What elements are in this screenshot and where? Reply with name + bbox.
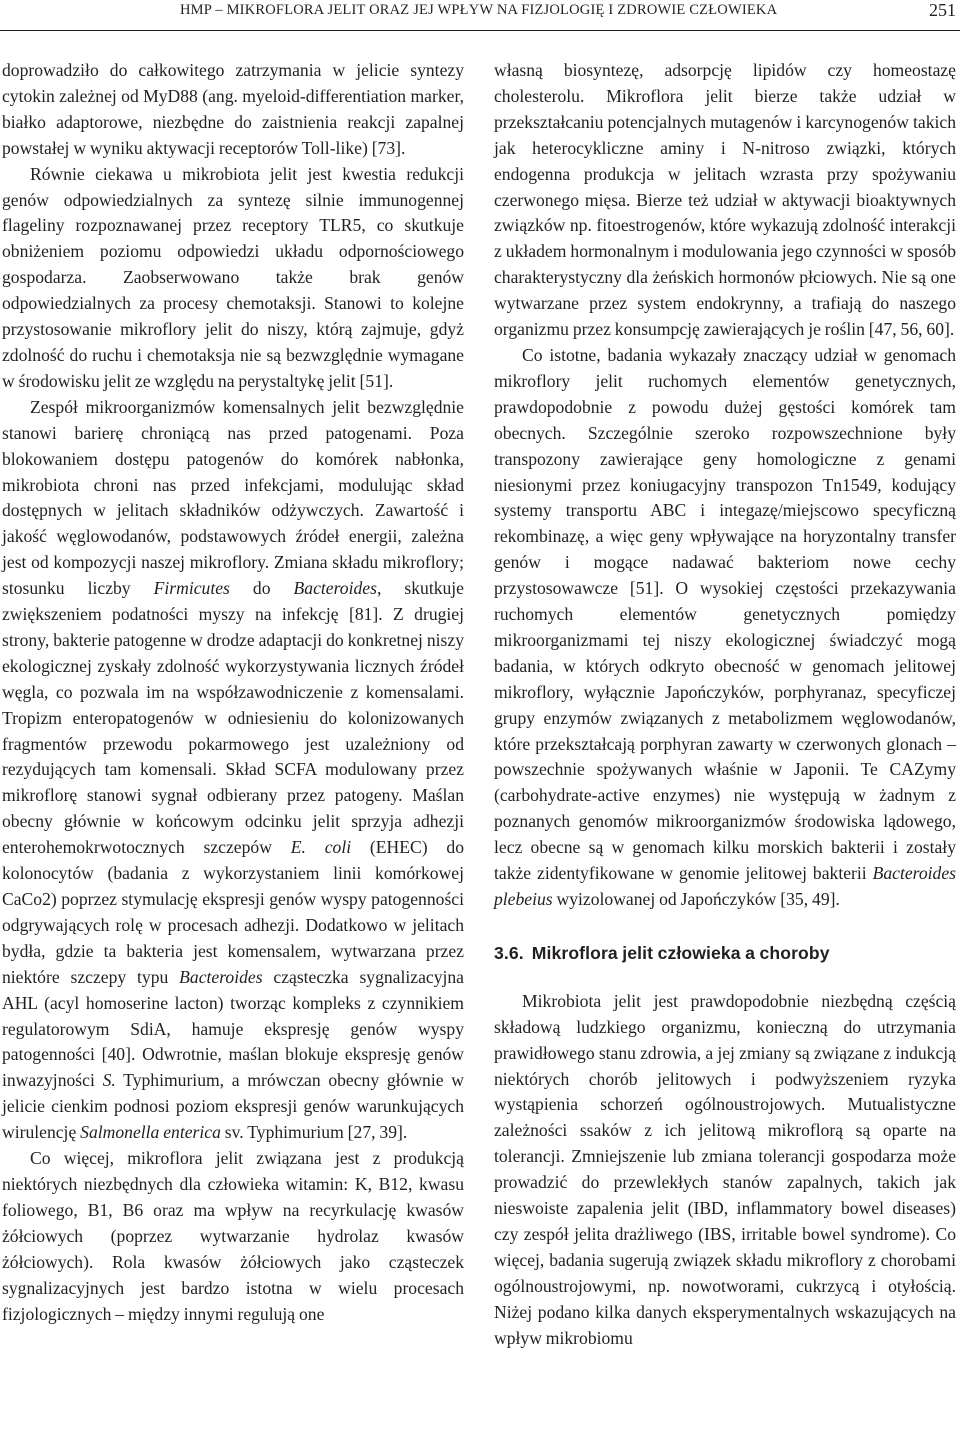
text-run: wyizolowanej od Japończyków [35, 49].: [552, 889, 840, 909]
text-run: Typhimurium, a mrówczan obecny głównie w jelicie cienkim podnosi poziom ekspresji genów warunkujących wirulencję: [2, 1070, 464, 1143]
paragraph-myd88: doprowadziło do całkowitego zatrzymania w jelicie syntezy cytokin zależnej od MyD88 (ang. myeloid-differentiation marker, białko adaptorowe, niezbędne do zaistnienia reakcji zapalnej powstałej w wyniku aktywacji receptorów Toll-like) [73].: [2, 60, 464, 158]
text-run: cząsteczka sygnalizacyjna AHL (acyl homoserine lacton) tworząc kompleks z czynnikiem regulatorowym SdiA, hamuje ekspresję genów wyspy patogenności [40]. Odwrotnie, maślan blokuje ekspresję genów inwazyjności: [2, 966, 464, 1091]
running-title: HMP – MIKROFLORA JELIT ORAZ JEJ WPŁYW NA FIZJOLOGIĘ I ZDROWIE CZŁOWIEKA: [180, 2, 778, 18]
paragraph-flagellin: Równie ciekawa u mikrobiota jelit jest kwestia redukcji genów odpowiedzialnych za syntezę silnie immunogennej flageliny rozpoznawanej przez receptory TLR5, co skutkuje obniżeniem poziomu odpowiedzi układu odpornościowego gospodarza. Zaobserwowano także brak genów odpowiedzialnych za procesy chemotaksji. Stanowi to kolejne przystosowanie mikroflory jelit do niszy, którą zajmuje, gdyż zdolność do ruchu i chemotaksja nie są bezwzględnie wymagane w środowisku jelit ze względu na perystaltykę jelit [51].: [2, 163, 464, 391]
taxon-ecoli: E. coli: [290, 837, 352, 858]
text-run: Zespół mikroorganizmów komensalnych jelit bezwzględnie stanowi barierę chroniącą nas przed patogenami. Poza blokowaniem dostępu patogenów do komórek nabłonka, mikrobiota chroni nas przed infekcjami, modulując skład dostępnych w jelitach składników odżywczych. Zawartość i jakość węglowodanów, podstawowych źródeł energii, zależna jest od kompozycji naszej mikroflory. Zmiana składu mikroflory; stosunku liczby: [2, 396, 464, 599]
taxon-bacteroides: Bacteroides: [179, 966, 263, 987]
taxon-bacteroides: Bacteroides: [293, 578, 377, 599]
taxon-salmonella-enterica: Salmonella enterica: [80, 1122, 221, 1143]
text-run: do: [229, 578, 294, 599]
section-number: 3.6.: [494, 942, 524, 963]
right-column: [494, 58, 956, 1352]
text-run: , skutkuje zwiększeniem podatności myszy na infekcję [81]. Z drugiej strony, bakterie patogenne w drodze adaptacji do konkretnej niszy ekologicznej zyskały zdolność wykorzystywania licznych źródeł węgla, co pozwala im na współzawodniczenie z komensalami. Tropizm enteropatogenów w odniesieniu do kolonizowanych fragmentów przewodu pokarmowego jest uzależniony od rezydujących tam komensali. Skład SCFA modulowany przez mikroflorę stanowi sygnał odbierany przez patogeny. Maślan obecny głównie w końcowym odcinku jelit sprzyja adhezji enterohemokrwotocznych szczepów: [2, 578, 464, 858]
page-number: 251: [929, 0, 956, 20]
text-run: Co istotne, badania wykazały znaczący udział w genomach mikroflory jelit ruchomych elementów genetycznych, prawdopodobnie z powodu dużej gęstości komórek tam obecnych. Szczególnie szeroko rozpowszechnione były transpozony zawierające geny homologiczne z genami niesionymi przez koniugacyjny transpozon Tn1549, kodujący systemy transportu ABC i integazę/miejscowo specyficzną rekombinazę, a więc geny wpływające na horyzontalny transfer genów i mogące nadawać bakteriom nowe cechy przystosowawcze [51]. O wysokiej częstości przekazywania ruchomych elementów genetycznych pomiędzy mikroorganizmami tej niszy ekologicznej świadczyć mogą badania, w których odkryto obecność w genomach jelitowej mikroflory, wyłącznie Japończyków, porphyranaz, specyficzej grupy enzymów związanych z metabolizmem węglowodanów, które przekształcają porphyran zawarty w czerwonych glonach – powszechnie spożywanych właśnie w Japonii. Te CAZymy (carbohydrate-active enzymes) nie występują w żadnym z poznanych genomów mikroorganizmów środowiska lądowego, lecz obecne są w genomach kilku morskich bakterii i zostały także zidentyfikowane w genomie jelitowej bakterii: [494, 344, 956, 884]
taxon-bacteroides-plebeius: Bacteroides plebeius: [494, 863, 956, 909]
paragraph-pathogen-barrier: [2, 395, 464, 1146]
paragraph-disease: Mikrobiota jelit jest prawdopodobnie niezbędną częścią składową ludzkiego organizmu, konieczną do utrzymania prawidłowego stanu zdrowia, a jej zmiany są związane z indukcją niektórych chorób jelitowych i podwyższeniem ryzyka wystąpienia schorzeń ogólnoustrojowych. Mutualistyczne zależności ssaków z ich jelitową mikroflorą są oparte na tolerancji. Zmniejszenie lub zmiana tolerancji gospodarza może prowadzić do przewlekłych stanów zapalnych, takich jak nieswoiste zapalenia jelit (IBD, inflammatory bowel diseases) czy zespół jelita drażliwego (IBS, irritable bowel syndrome). Co więcej, badania sugerują związek składu mikroflory z chorobami ogólnoustrojowymi, np. nowotworami, cukrzycą i otyłością. Niżej podano kilka danych eksperymentalnych wskazujących na wpływ mikrobiomu: [494, 990, 956, 1348]
left-column: [2, 58, 464, 1327]
text-run: (EHEC) do kolonocytów (badania z wykorzystaniem linii komórkowej CaCo2) poprzez stymulację ekspresji genów wyspy patogenności odgrywających rolę w procesach adhezji. Dodatkowo w jelitach bydła, gdzie ta bakteria jest komensalem, wytwarzana przez niektóre szczepy typu: [2, 837, 465, 987]
paragraph-vitamins: Co więcej, mikroflora jelit związana jest z produkcją niektórych niezbędnych dla człowieka witamin: K, B12, kwasu foliowego, B1, B6 oraz ma wpływ na recyrkulację kwasów żółciowych (poprzez wytwarzanie hydrolaz kwasów żółciowych). Rola kwasów żółciowych jako cząsteczek sygnalizacyjnych jest bardzo istotna w wielu procesach fizjologicznych – między innymi regulują one: [2, 1148, 464, 1324]
section-heading: [494, 941, 956, 967]
taxon-salmonella-abbrev: S.: [102, 1070, 116, 1091]
section-title: Mikroflora jelit człowieka a choroby: [531, 942, 830, 963]
text-run: sv. Typhimurium [27, 39].: [220, 1122, 408, 1143]
paragraph-biosynthesis: własną biosyntezę, adsorpcję lipidów czy homeostazę cholesterolu. Mikroflora jelit bierze także udział w przekształcaniu potencjalnych mutagenów i karcynogenów takich jak heterocykliczne aminy i N-nitroso związki, których endogenna produkcja w jelitach wzrasta przy spożywaniu czerwonego mięsa. Bierze też udział w aktywacji bioaktywnych związków np. fitoestrogenów, które wykazują zdolność interakcji z układem hormonalnym i modulowania jego czynności w sposób charakterystyczny dla żeńskich hormonów płciowych. Nie są one wytwarzane przez system endokrynny, a trafiają do naszego organizmu przez konsumpcję zawierających je roślin [47, 56, 60].: [494, 60, 956, 340]
paragraph-mobile-elements: [494, 343, 956, 913]
running-header: [0, 0, 960, 31]
taxon-firmicutes: Firmicutes: [153, 578, 230, 599]
